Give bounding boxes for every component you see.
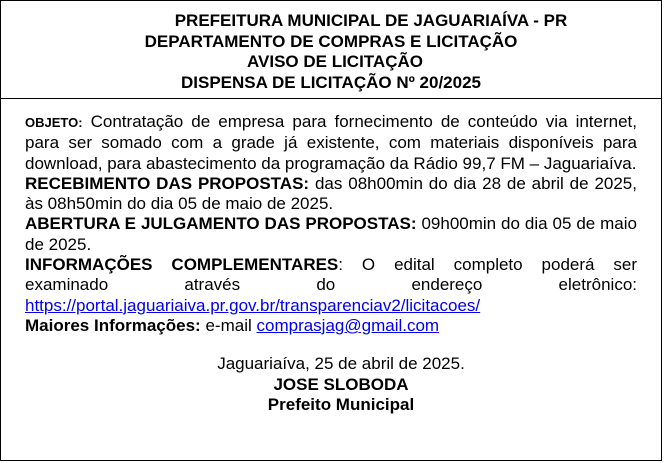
recebimento-paragraph bbox=[25, 174, 637, 215]
maiores-text: e-mail bbox=[205, 315, 252, 335]
signer-role: Prefeito Municipal bbox=[267, 394, 415, 414]
abertura-paragraph bbox=[25, 214, 637, 255]
recebimento-label: RECEBIMENTO DAS PROPOSTAS: bbox=[25, 173, 310, 193]
edital-link[interactable]: https://portal.jaguariaiva.pr.gov.br/transparenciav2/licitacoes/ bbox=[25, 295, 481, 315]
abertura-label: ABERTURA E JULGAMENTO DAS PROPOSTAS: bbox=[25, 214, 417, 234]
header-line-departamento: DEPARTAMENTO DE COMPRAS E LICITAÇÃO bbox=[144, 31, 518, 51]
notice-body bbox=[1, 99, 661, 415]
header-line-prefeitura: PREFEITURA MUNICIPAL DE JAGUARIAÍVA - PR bbox=[174, 11, 568, 30]
informacoes-paragraph bbox=[25, 255, 637, 316]
signature-block bbox=[25, 354, 637, 415]
maiores-paragraph bbox=[25, 316, 637, 336]
place-date: Jaguariaíva, 25 de abril de 2025. bbox=[217, 354, 465, 374]
objeto-paragraph bbox=[25, 112, 637, 174]
informacoes-text: : O edital completo poderá ser examinado através do endereço eletrônico: bbox=[25, 255, 638, 295]
abertura-text: 09h00min do dia 05 de maio de 2025. bbox=[25, 214, 637, 254]
email-link[interactable]: comprasjag@gmail.com bbox=[256, 315, 440, 335]
maiores-label: Maiores Informações: bbox=[25, 315, 201, 335]
signer-name: JOSE SLOBODA bbox=[273, 374, 409, 394]
objeto-label: OBJETO: bbox=[25, 115, 83, 130]
header-line-aviso: AVISO DE LICITAÇÃO bbox=[247, 52, 423, 71]
header-line-dispensa: DISPENSA DE LICITAÇÃO Nº 20/2025 bbox=[180, 72, 481, 92]
notice-header bbox=[1, 1, 661, 99]
objeto-text: Contratação de empresa para fornecimento de conteúdo via internet, para ser somado com a grade já existente, com materiais disponíveis para download, para abastecimento da programação da Rádio 99,7 FM – Jaguariaíva. bbox=[25, 112, 637, 173]
recebimento-text: das 08h00min do dia 28 de abril de 2025, às 08h50min do dia 05 de maio de 2025. bbox=[25, 173, 637, 214]
informacoes-label: INFORMAÇÕES COMPLEMENTARES bbox=[25, 255, 339, 275]
